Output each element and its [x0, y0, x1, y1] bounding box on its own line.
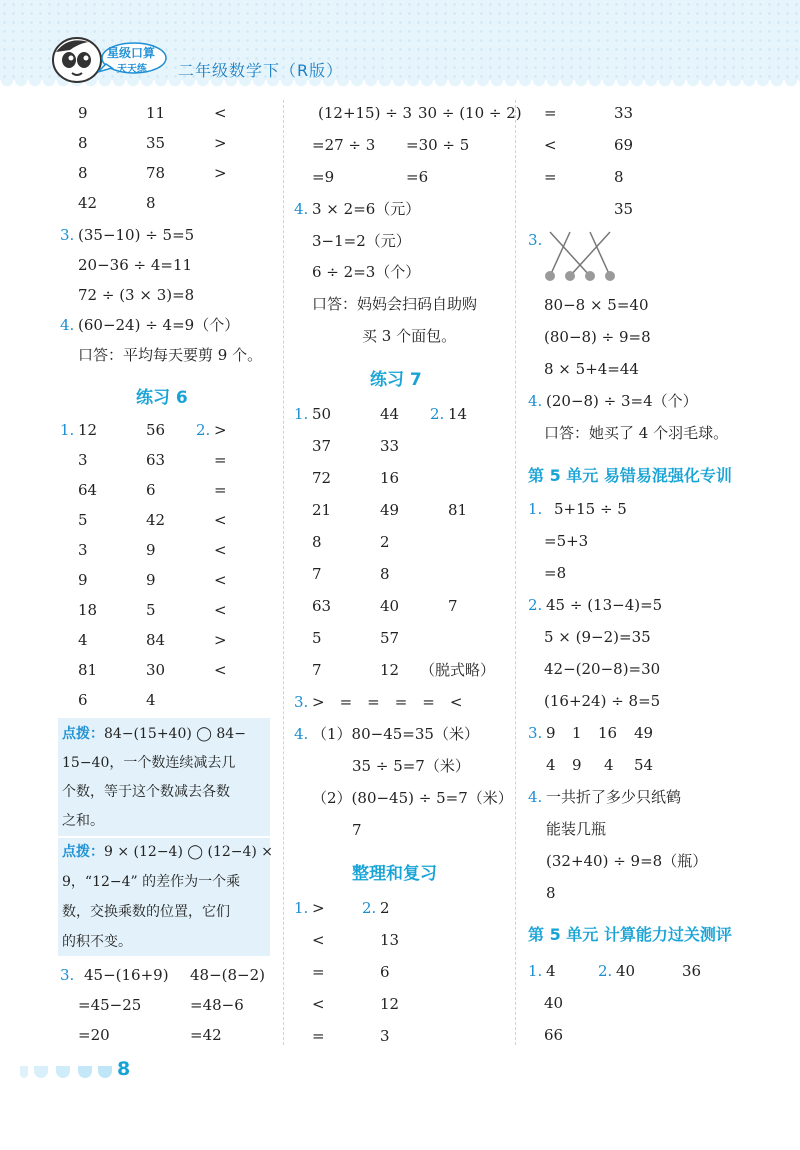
- answer-cell: 4: [604, 756, 614, 774]
- bubble-line1: 星级口算: [107, 46, 156, 60]
- footer-dot: [98, 1066, 112, 1078]
- equation: 6 ÷ 2=3（个）: [312, 263, 421, 281]
- equation: 20−36 ÷ 4=11: [78, 256, 193, 274]
- answer-cell: 9: [78, 571, 88, 589]
- equation: 72 ÷ (3 × 3)=8: [78, 286, 195, 304]
- question-number: 3.: [60, 966, 75, 984]
- column-divider: [515, 100, 516, 1045]
- answer-cell: 81: [448, 501, 468, 519]
- equation: （2）(80−45) ÷ 5=7（米）: [312, 789, 513, 807]
- answer-cell: 40: [380, 597, 400, 615]
- section-title-unit5-test: [528, 922, 732, 945]
- answer-cell: 2: [380, 533, 390, 551]
- answer-cell: 8: [146, 194, 156, 212]
- answer-cell: 9: [572, 756, 582, 774]
- equation: 一共折了多少只纸鹤: [546, 788, 682, 806]
- answer-cell: <: [214, 104, 227, 122]
- header-scallop-edge: [0, 80, 800, 90]
- unit-label: 第 5 单元: [528, 925, 599, 944]
- answer-cell: 3: [78, 451, 88, 469]
- answer-cell: 33: [614, 104, 634, 122]
- answer-cell: >: [214, 134, 227, 152]
- answer-cell: 6: [380, 963, 390, 981]
- unit-title: 计算能力过关测评: [603, 925, 732, 944]
- answer-cell: 12: [380, 661, 400, 679]
- equation: 45 ÷ (13−4)=5: [546, 596, 663, 614]
- equation: (32+40) ÷ 9=8（瓶）: [546, 852, 708, 870]
- footer-dot: [34, 1066, 48, 1078]
- answer-cell: <: [312, 995, 325, 1013]
- answer-cell: 5: [312, 629, 322, 647]
- answer-cell: 63: [146, 451, 166, 469]
- answer-cell: 8: [614, 168, 624, 186]
- answer-cell: 50: [312, 405, 332, 423]
- page-header: [0, 0, 800, 88]
- answer-cell: 42: [78, 194, 98, 212]
- unit-title: 易错易混强化专训: [603, 466, 732, 485]
- equation: 3 × 2=6（元）: [312, 200, 421, 218]
- answer-cell: 16: [598, 724, 618, 742]
- hint-line: 15−40，一个数连续减去几: [62, 755, 236, 771]
- answer-cell: <: [544, 136, 557, 154]
- answer-cell: 7: [312, 565, 322, 583]
- question-number: 4.: [294, 725, 309, 743]
- answer-cell: 1: [572, 724, 582, 742]
- answer-cell: 11: [146, 104, 166, 122]
- answer-cell: 6: [78, 691, 88, 709]
- hint-line: [62, 844, 273, 860]
- question-number: 2.: [430, 405, 445, 423]
- question-number: 2.: [528, 596, 543, 614]
- equation: (16+24) ÷ 8=5: [544, 692, 661, 710]
- matching-lines-diagram: [542, 226, 622, 282]
- answer-cell: 2: [380, 899, 390, 917]
- question-number: 4.: [60, 316, 75, 334]
- answer-cell: 35: [146, 134, 166, 152]
- answer-cell: 35: [614, 200, 634, 218]
- section-title-exercise-7: 练习 7: [370, 370, 422, 390]
- answer-cell: 7: [312, 661, 322, 679]
- hint-box: [58, 718, 270, 836]
- answer-cell: 40: [616, 962, 636, 980]
- answer-cell: 72: [312, 469, 332, 487]
- answer-cell: 42: [146, 511, 166, 529]
- answer-cell: <: [214, 601, 227, 619]
- answer-cell: 57: [380, 629, 400, 647]
- equation: =8: [544, 564, 567, 582]
- answer-cell: 5: [78, 511, 88, 529]
- question-number: 1.: [294, 405, 309, 423]
- answer-cell: 12: [78, 421, 98, 439]
- column-divider: [283, 100, 284, 1045]
- equation: =6: [406, 168, 429, 186]
- answer-cell: =: [312, 1027, 325, 1045]
- answer-cell: 36: [682, 962, 702, 980]
- equation: 5+15 ÷ 5: [554, 500, 627, 518]
- answer-cell: 64: [78, 481, 98, 499]
- equation: (35−10) ÷ 5=5: [78, 226, 195, 244]
- answer-cell: 69: [614, 136, 634, 154]
- answer-cell: >: [312, 899, 325, 917]
- answer-cell: 66: [544, 1026, 564, 1044]
- equation: 35 ÷ 5=7（米）: [352, 757, 470, 775]
- equation: 8: [546, 884, 556, 902]
- oral-answer: 口答：她买了 4 个羽毛球。: [544, 424, 729, 442]
- equation: (80−8) ÷ 9=8: [544, 328, 651, 346]
- hint-label: 点拨：: [62, 844, 104, 860]
- footer-dot: [20, 1066, 28, 1078]
- question-number: 4.: [528, 788, 543, 806]
- question-number: 4.: [294, 200, 309, 218]
- answer-cell: 8: [380, 565, 390, 583]
- hint-label: 点拨：: [62, 726, 104, 742]
- answer-cell: <: [214, 541, 227, 559]
- section-title-exercise-6: 练习 6: [136, 388, 188, 408]
- answer-cell: =: [544, 168, 557, 186]
- equation: 45−(16+9): [84, 966, 169, 984]
- equation: 48−(8−2): [190, 966, 266, 984]
- answer-cell: 9: [146, 541, 156, 559]
- book-title: 二年级数学下（R版）: [178, 61, 344, 80]
- hint-text: 84−(15+40) ◯ 84−: [104, 726, 246, 742]
- equation: 能装几瓶: [546, 820, 607, 838]
- answer-cell: 7: [448, 597, 458, 615]
- hint-text: 9 × (12−4) ◯ (12−4) ×: [104, 844, 274, 860]
- question-number: 1.: [60, 421, 75, 439]
- comparison-answers: > = = = = <: [312, 693, 463, 711]
- hint-line: 数，交换乘数的位置，它们: [62, 904, 230, 920]
- question-number: 2.: [196, 421, 211, 439]
- answer-cell: 37: [312, 437, 332, 455]
- answer-cell: 63: [312, 597, 332, 615]
- hint-line: 9，“12−4” 的差作为一个乘: [62, 874, 241, 890]
- answer-cell: =: [312, 963, 325, 981]
- footer-dot: [56, 1066, 70, 1078]
- section-title-unit5-error-training: [528, 463, 732, 486]
- answer-cell: 12: [380, 995, 400, 1013]
- answer-cell: <: [214, 511, 227, 529]
- hint-line: 之和。: [62, 813, 104, 829]
- answer-cell: 4: [146, 691, 156, 709]
- equation: =20: [78, 1026, 110, 1044]
- answer-cell: >: [214, 631, 227, 649]
- bubble-line2: 天天练: [117, 64, 147, 75]
- hint-line: 的积不变。: [62, 934, 132, 950]
- answer-cell: 14: [448, 405, 468, 423]
- answer-cell: 8: [78, 134, 88, 152]
- answer-cell: 54: [634, 756, 654, 774]
- equation: =48−6: [190, 996, 244, 1014]
- answer-cell: 81: [78, 661, 98, 679]
- answer-cell: <: [312, 931, 325, 949]
- question-number: 3.: [528, 231, 543, 249]
- section-title-review: 整理和复习: [352, 864, 437, 884]
- answer-cell: <: [214, 661, 227, 679]
- answer-cell: 6: [146, 481, 156, 499]
- answer-cell: 49: [634, 724, 654, 742]
- answer-cell: 5: [146, 601, 156, 619]
- answer-cell: 33: [380, 437, 400, 455]
- answer-cell: <: [214, 571, 227, 589]
- equation: 7: [352, 821, 362, 839]
- answer-cell: （脱式略）: [420, 661, 496, 679]
- answer-cell: 18: [78, 601, 98, 619]
- question-number: 1.: [528, 962, 543, 980]
- equation: =30 ÷ 5: [406, 136, 470, 154]
- equation: =45−25: [78, 996, 142, 1014]
- question-number: 1.: [294, 899, 309, 917]
- answer-cell: >: [214, 421, 227, 439]
- answer-cell: 30: [146, 661, 166, 679]
- answer-cell: 40: [544, 994, 564, 1012]
- oral-answer: 口答：妈妈会扫码自助购: [312, 295, 478, 313]
- answer-cell: 21: [312, 501, 332, 519]
- equation: (12+15) ÷ 3: [318, 104, 413, 122]
- equation: 30 ÷ (10 ÷ 2): [418, 104, 522, 122]
- answer-cell: 16: [380, 469, 400, 487]
- answer-cell: =: [214, 481, 227, 499]
- answer-cell: 9: [78, 104, 88, 122]
- answer-cell: 8: [312, 533, 322, 551]
- equation: (60−24) ÷ 4=9（个）: [78, 316, 240, 334]
- answer-cell: 4: [546, 756, 556, 774]
- answer-cell: 9: [146, 571, 156, 589]
- answer-cell: =: [214, 451, 227, 469]
- question-number: 2.: [598, 962, 613, 980]
- equation: （1）80−45=35（米）: [312, 725, 479, 743]
- answer-cell: 84: [146, 631, 166, 649]
- question-number: 4.: [528, 392, 543, 410]
- equation: 5 × (9−2)=35: [544, 628, 651, 646]
- answer-cell: 4: [546, 962, 556, 980]
- answer-cell: 56: [146, 421, 166, 439]
- equation: (20−8) ÷ 3=4（个）: [546, 392, 698, 410]
- answer-cell: 44: [380, 405, 400, 423]
- answer-cell: >: [214, 164, 227, 182]
- answer-cell: 49: [380, 501, 400, 519]
- equation: 3−1=2（元）: [312, 232, 411, 250]
- answer-cell: 4: [78, 631, 88, 649]
- question-number: 3.: [294, 693, 309, 711]
- answer-cell: 13: [380, 931, 400, 949]
- hint-line: 个数，等于这个数减去各数: [62, 784, 230, 800]
- equation: =5+3: [544, 532, 589, 550]
- page-number: 8: [117, 1058, 131, 1080]
- unit-label: 第 5 单元: [528, 466, 599, 485]
- answer-cell: 9: [546, 724, 556, 742]
- question-number: 3.: [528, 724, 543, 742]
- question-number: 1.: [528, 500, 543, 518]
- equation: 8 × 5+4=44: [544, 360, 639, 378]
- oral-answer: 买 3 个面包。: [362, 327, 457, 345]
- answer-cell: 78: [146, 164, 166, 182]
- footer-dot: [78, 1066, 92, 1078]
- equation: =42: [190, 1026, 222, 1044]
- question-number: 2.: [362, 899, 377, 917]
- equation: 80−8 × 5=40: [544, 296, 649, 314]
- oral-answer: 口答：平均每天要剪 9 个。: [78, 346, 263, 364]
- hint-box: [58, 838, 274, 956]
- equation: =9: [312, 168, 335, 186]
- equation: =27 ÷ 3: [312, 136, 376, 154]
- answer-cell: =: [544, 104, 557, 122]
- equation: 42−(20−8)=30: [544, 660, 661, 678]
- hint-line: [62, 726, 246, 742]
- question-number: 3.: [60, 226, 75, 244]
- answer-cell: 3: [380, 1027, 390, 1045]
- answer-cell: 8: [78, 164, 88, 182]
- answer-cell: 3: [78, 541, 88, 559]
